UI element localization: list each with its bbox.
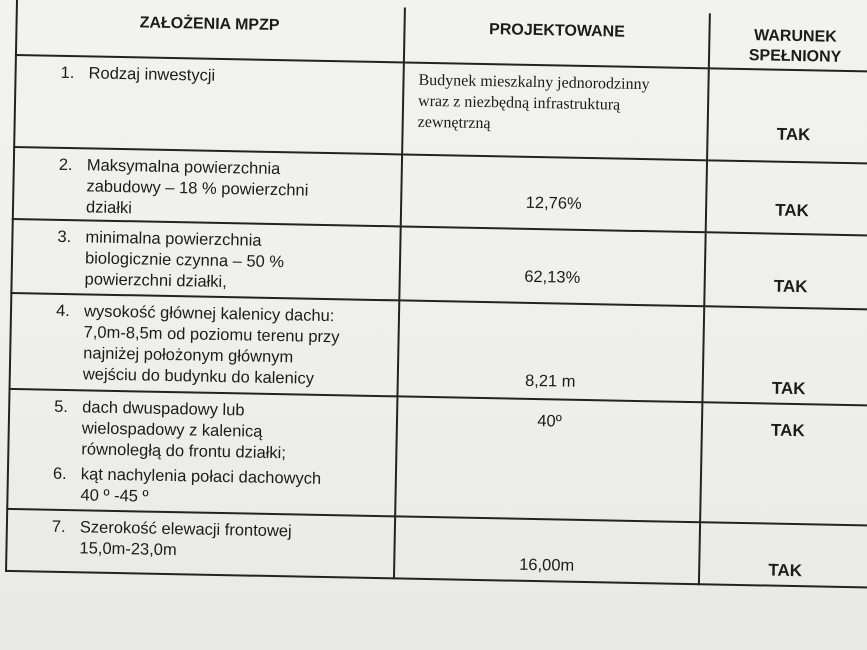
header-mpzp-assumptions [15, 0, 406, 63]
row-2-number: 2. [58, 155, 73, 175]
row-2-designed [402, 155, 708, 233]
row-3-designed [400, 227, 706, 307]
row-2-assumption [12, 148, 403, 227]
row-5-number: 5. [54, 397, 69, 417]
row-6-line-2: 40 º -45 º [80, 486, 149, 506]
row-1-assumption [13, 56, 405, 155]
row-4-assumption [9, 294, 401, 397]
row-1-designed-line-3: zewnętrzną [417, 113, 491, 133]
row-4-designed-value: 8,21 m [524, 371, 576, 391]
row-5-6-condition-met [701, 403, 867, 526]
row-1-condition-met [708, 69, 867, 164]
row-5-6-assumption [6, 390, 398, 517]
row-4-designed [398, 301, 705, 403]
row-1-line-1: Rodzaj inwestycji [88, 64, 216, 85]
row-2-line-2: zabudowy – 18 % powierzchni [86, 177, 309, 200]
row-2-line-1: Maksymalna powierzchnia [86, 156, 281, 179]
header-col1-text: ZAŁOŻENIA MPZP [139, 14, 280, 35]
row-1-designed [403, 63, 710, 161]
row-5-6-designed [396, 397, 703, 523]
row-7-designed [395, 517, 701, 585]
row-6-number: 6. [52, 464, 67, 484]
row-5-line-3: równoległą do frontu działki; [81, 440, 287, 463]
row-7-line-2: 15,0m-23,0m [79, 539, 177, 560]
row-2-line-3: działki [85, 198, 133, 218]
header-col2-text: PROJEKTOWANE [488, 21, 626, 41]
row-5-line-2: wielospadowy z kalenicą [81, 419, 263, 441]
row-7-number: 7. [51, 517, 66, 537]
row-3-designed-value: 62,13% [524, 267, 581, 287]
row-2-met-text: TAK [775, 200, 810, 221]
row-7-designed-value: 16,00m [519, 555, 575, 575]
row-1-designed-line-1: Budynek mieszkalny jednorodzinny [418, 71, 650, 94]
row-3-line-3: powierzchni działki, [84, 270, 227, 292]
row-1-met-text: TAK [776, 124, 811, 145]
row-4-line-4: wejściu do budynku do kalenicy [82, 365, 315, 388]
row-1-number: 1. [60, 63, 75, 83]
row-7-condition-met [700, 523, 867, 588]
row-3-line-1: minimalna powierzchnia [85, 228, 262, 250]
row-4-met-text: TAK [771, 378, 806, 399]
row-5-line-1: dach dwuspadowy lub [82, 398, 245, 420]
row-7-met-text: TAK [768, 560, 803, 581]
row-6-line-1: kąt nachylenia połaci dachowych [80, 465, 322, 488]
row-5-6-met-text: TAK [770, 420, 805, 441]
row-5-6-designed-value: 40º [537, 412, 562, 431]
header-col3-line1: WARUNEK [753, 27, 837, 46]
row-4-line-2: 7,0m-8,5m od poziomu terenu przy [83, 323, 340, 347]
row-4-number: 4. [55, 301, 70, 321]
row-3-number: 3. [57, 227, 72, 247]
row-3-met-text: TAK [773, 276, 808, 297]
row-2-designed-value: 12,76% [525, 193, 582, 213]
row-7-line-1: Szerokość elewacji frontowej [79, 518, 292, 541]
header-condition-met [710, 13, 867, 72]
header-designed [405, 7, 711, 69]
row-3-line-2: biologicznie czynna – 50 % [84, 249, 285, 272]
row-1-designed-line-2: wraz z niezbędną infrastrukturą [417, 92, 621, 114]
row-4-line-3: najniżej położonym głównym [83, 344, 294, 367]
header-col3-line2: SPEŁNIONY [748, 47, 842, 66]
row-4-condition-met [703, 307, 867, 406]
mpzp-compliance-table [5, 0, 867, 589]
row-3-condition-met [705, 233, 867, 310]
row-2-condition-met [707, 161, 867, 236]
row-7-assumption [5, 510, 396, 579]
row-3-assumption [10, 220, 401, 301]
row-4-line-1: wysokość głównej kalenicy dachu: [83, 302, 335, 326]
